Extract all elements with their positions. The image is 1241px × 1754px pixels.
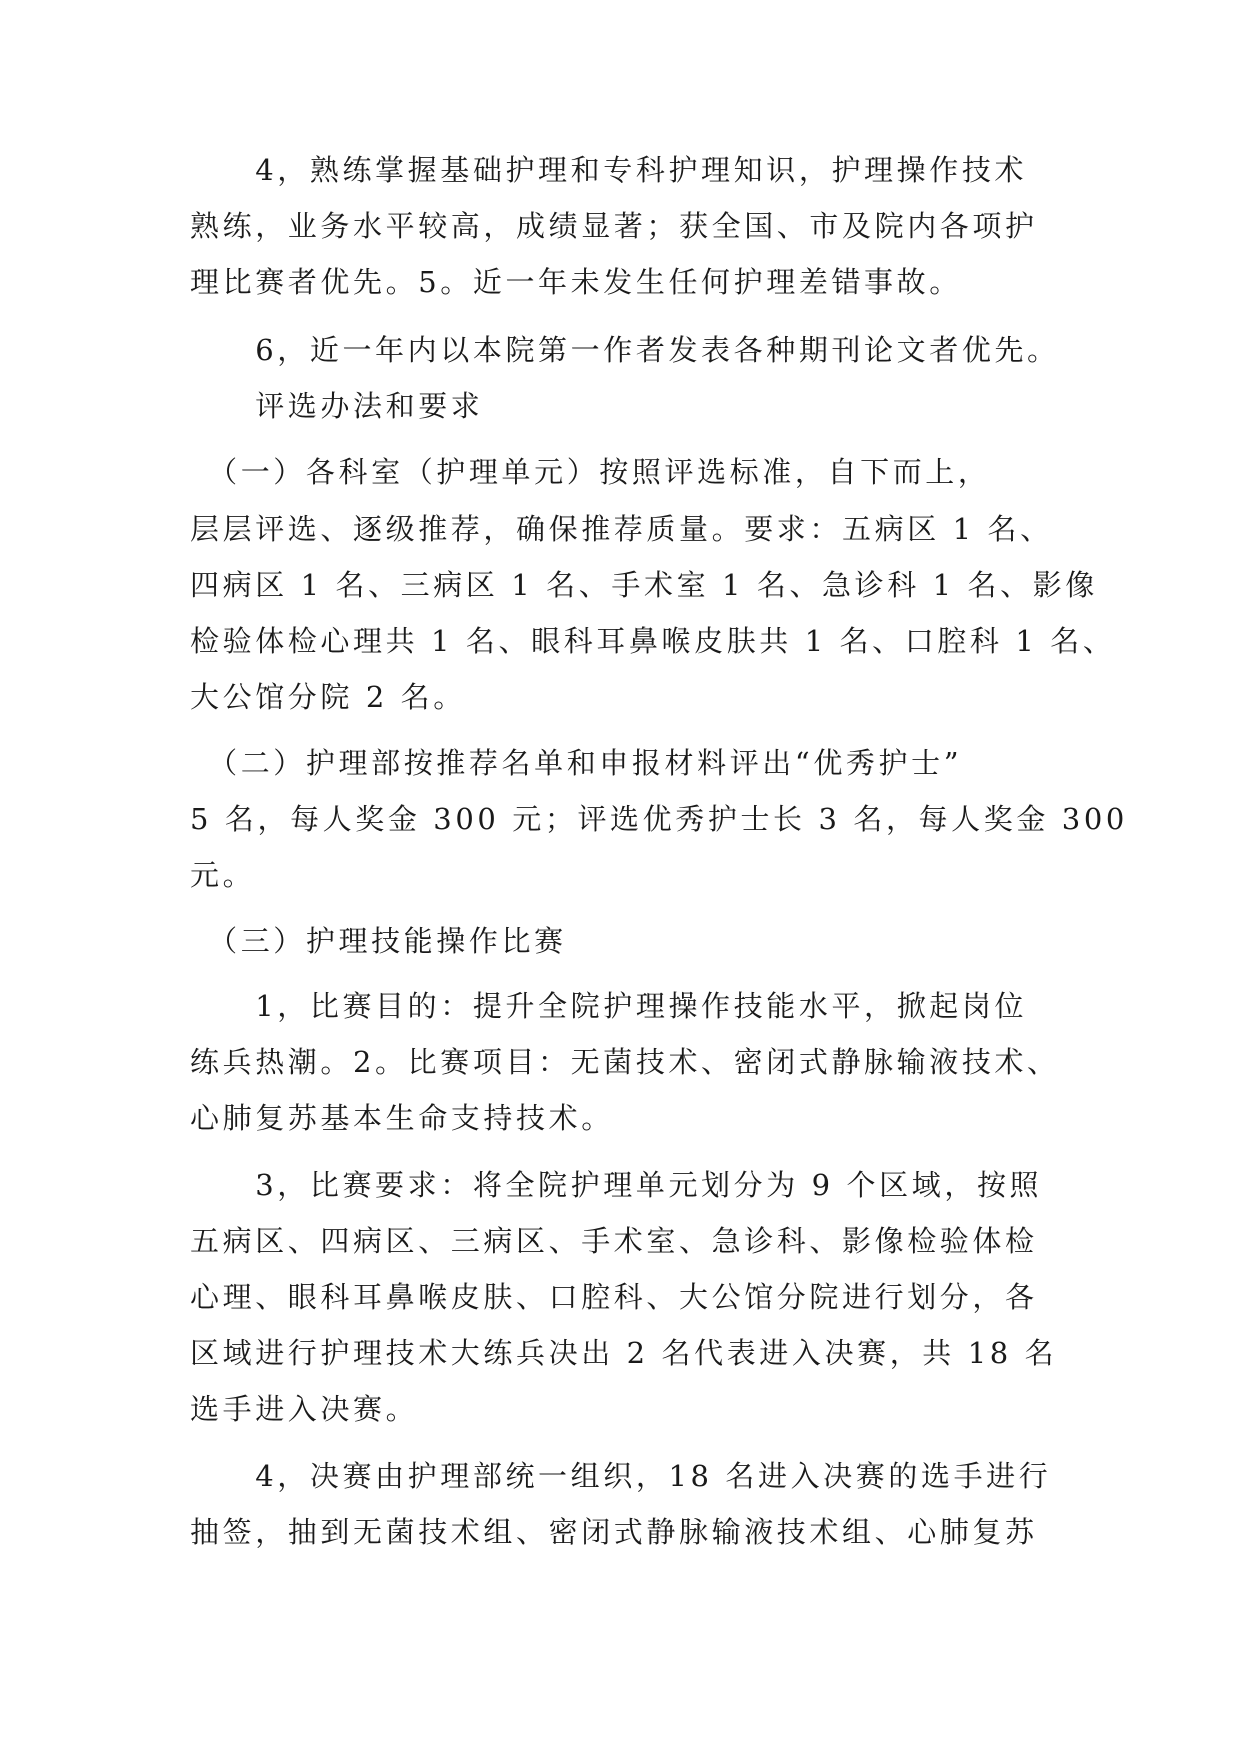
- text-line: 抽签，抽到无菌技术组、密闭式静脉输液技术组、心肺复苏: [190, 1515, 1038, 1549]
- text-line: 心理、眼科耳鼻喉皮肤、口腔科、大公馆分院进行划分，各: [190, 1280, 1038, 1314]
- text-line: 选手进入决赛。: [190, 1392, 419, 1426]
- text-line: 4，决赛由护理部统一组织，18 名进入决赛的选手进行: [190, 1459, 1052, 1493]
- text-line: 大公馆分院 2 名。: [190, 680, 466, 714]
- text-line: 心肺复苏基本生命支持技术。: [190, 1101, 614, 1135]
- text-line: 层层评选、逐级推荐，确保推荐质量。要求：五病区 1 名、: [190, 512, 1053, 546]
- text-line: 五病区、四病区、三病区、手术室、急诊科、影像检验体检: [190, 1224, 1038, 1258]
- section-heading: （三）护理技能操作比赛: [190, 924, 567, 958]
- text-line: （一）各科室（护理单元）按照评选标准，自下而上，: [190, 455, 991, 489]
- text-line: 3，比赛要求：将全院护理单元划分为 9 个区域，按照: [190, 1168, 1043, 1202]
- text-line: 练兵热潮。2。比赛项目：无菌技术、密闭式静脉输液技术、: [190, 1045, 1060, 1079]
- text-line: （二）护理部按推荐名单和申报材料评出“优秀护士”: [190, 746, 963, 780]
- text-line: 6，近一年内以本院第一作者发表各种期刊论文者优先。: [190, 333, 1060, 367]
- section-heading: 评选办法和要求: [190, 389, 484, 423]
- text-line: 5 名，每人奖金 300 元；评选优秀护士长 3 名，每人奖金 300: [190, 802, 1128, 836]
- text-line: 理比赛者优先。5。近一年未发生任何护理差错事故。: [190, 265, 962, 299]
- text-line: 四病区 1 名、三病区 1 名、手术室 1 名、急诊科 1 名、影像: [190, 568, 1098, 602]
- text-line: 1，比赛目的：提升全院护理操作技能水平，掀起岗位: [190, 989, 1028, 1023]
- text-line: 熟练，业务水平较高，成绩显著；获全国、市及院内各项护: [190, 209, 1038, 243]
- text-line: 元。: [190, 858, 256, 892]
- text-line: 4，熟练掌握基础护理和专科护理知识，护理操作技术: [190, 153, 1028, 187]
- text-line: 区域进行护理技术大练兵决出 2 名代表进入决赛，共 18 名: [190, 1336, 1058, 1370]
- text-line: 检验体检心理共 1 名、眼科耳鼻喉皮肤共 1 名、口腔科 1 名、: [190, 624, 1116, 658]
